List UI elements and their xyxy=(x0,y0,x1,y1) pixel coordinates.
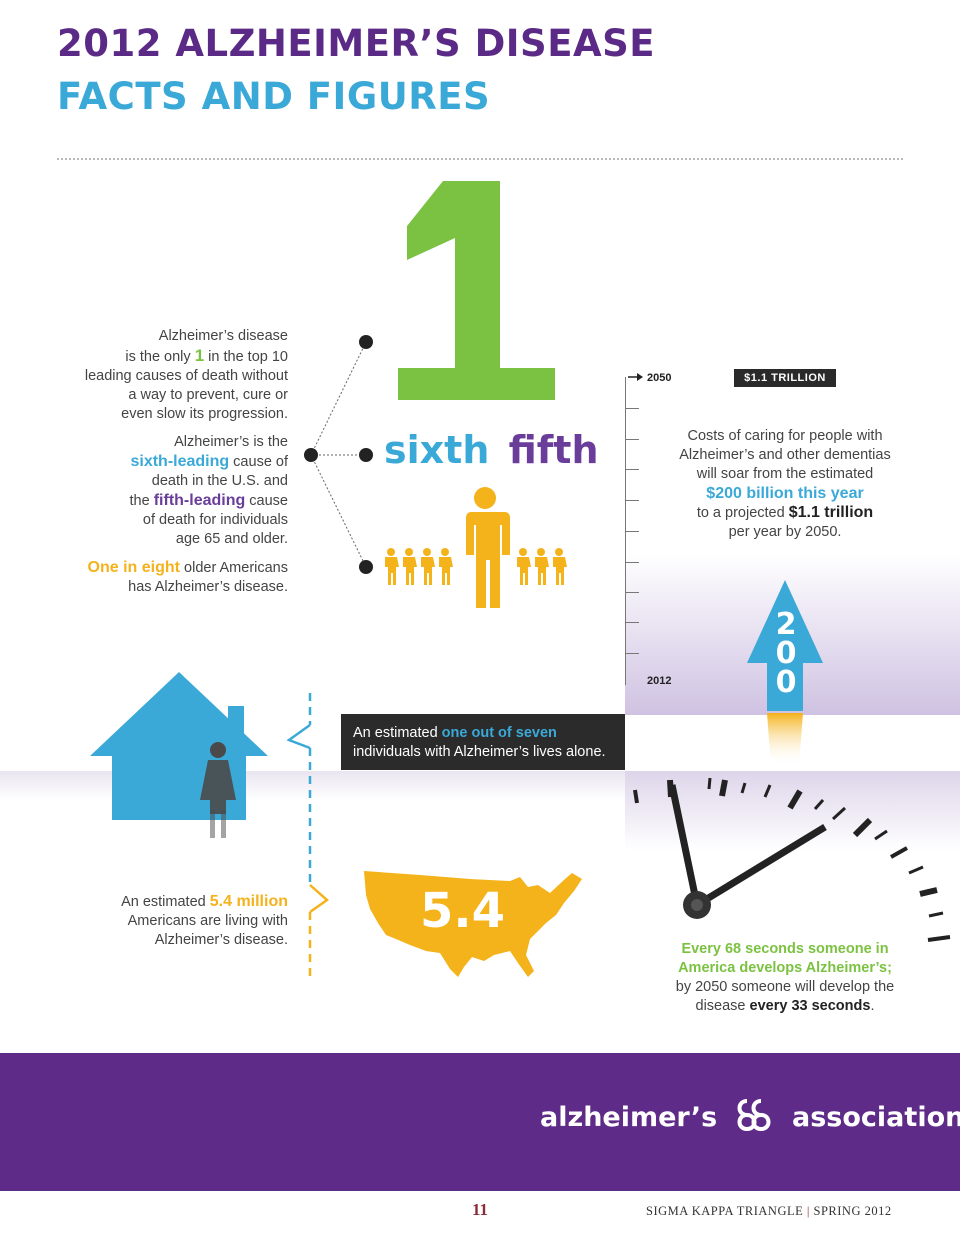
timeline-tick xyxy=(625,500,639,501)
house-icon xyxy=(88,670,270,845)
timeline-tick xyxy=(625,592,639,593)
fact-five-point-four-million: An estimated 5.4 million Americans are living with Alzheimer’s disease. xyxy=(121,893,288,948)
bullet-dot-1 xyxy=(359,335,373,349)
bullet-dot-hub xyxy=(304,448,318,462)
title-line-2: FACTS AND FIGURES xyxy=(57,75,491,118)
lives-alone-callout: An estimated one out of seven individuals with Alzheimer’s lives alone. xyxy=(341,714,625,770)
title-line-1: 2012 ALZHEIMER’S DISEASE xyxy=(57,22,656,65)
year-2050-label: 2050 xyxy=(647,372,672,384)
alzheimers-association-mark-icon xyxy=(733,1095,777,1135)
timeline-tick xyxy=(625,439,639,440)
number-one-graphic xyxy=(395,178,565,403)
rank-word-sixth: sixth xyxy=(384,428,490,472)
bullet-dot-2 xyxy=(359,448,373,462)
timeline-tick xyxy=(625,531,639,532)
section-divider-dashed xyxy=(285,690,335,985)
alzheimers-association-logo: alzheimer’s association® xyxy=(540,1095,975,1135)
arrow-digits: 2 0 0 xyxy=(775,607,797,700)
timeline-tick xyxy=(625,622,639,623)
trillion-badge: $1.1 TRILLION xyxy=(734,369,836,387)
year-2012-label: 2012 xyxy=(647,675,672,687)
people-one-in-eight-icon xyxy=(383,485,573,611)
stopwatch-clock-graphic xyxy=(625,775,960,945)
bullet-dot-3 xyxy=(359,560,373,574)
timeline-tick xyxy=(625,469,639,470)
map-value: 5.4 xyxy=(420,883,506,939)
fact-sixth-leading: Alzheimer’s is the sixth-leading cause of death in the U.S. and the fifth-leading cause of death for individuals age 65 and older. xyxy=(129,434,288,547)
title-divider xyxy=(57,158,903,160)
fact-only-one: Alzheimer’s disease is the only 1 in the top 10 leading causes of death without a way to prevent, cure or even slow its progression. xyxy=(84,328,288,422)
page-number: 11 xyxy=(471,1200,489,1219)
timeline-arrow-icon xyxy=(628,372,644,382)
publication-info: SIGMA KAPPA TRIANGLE | SPRING 2012 xyxy=(646,1204,892,1218)
timeline-tick xyxy=(625,653,639,654)
rank-word-fifth: fifth xyxy=(508,428,599,472)
fact-every-68-seconds: Every 68 seconds someone in America develops Alzheimer’s; by 2050 someone will develop the disease every 33 seconds. xyxy=(675,941,895,1014)
cost-fact-text: Costs of caring for people with Alzheimer’s and other dementias will soar from the estimated $200 billion this year to a projected $1.1 trillion per year by 2050. xyxy=(679,428,891,540)
timeline-tick xyxy=(625,562,639,563)
timeline-tick xyxy=(625,408,639,409)
rank-words xyxy=(384,428,599,472)
fact-one-in-eight: One in eight older Americans has Alzheimer’s disease. xyxy=(87,559,288,595)
